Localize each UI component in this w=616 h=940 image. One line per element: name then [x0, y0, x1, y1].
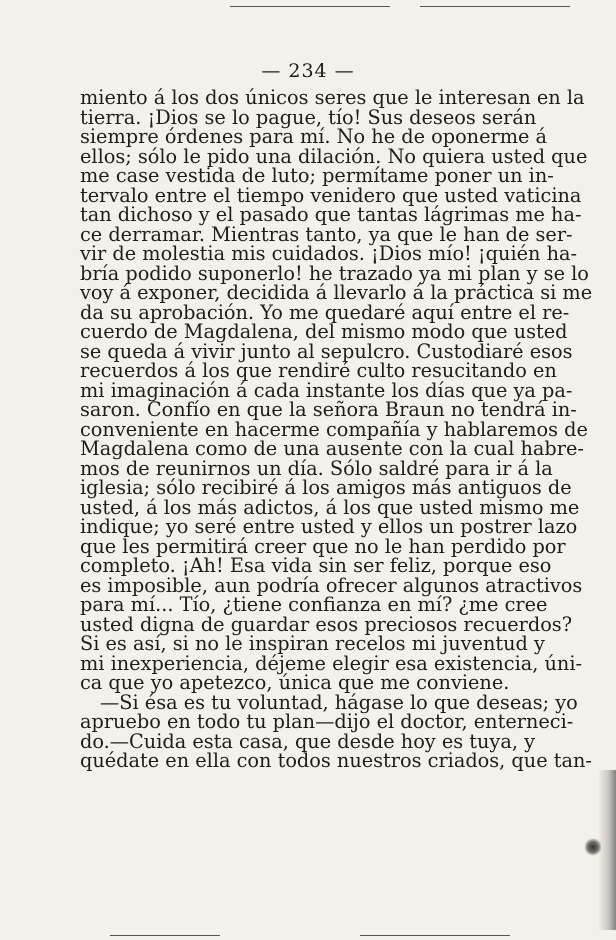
text-line: bría podido suponerlo! he trazado ya mi plan y se lo	[80, 261, 589, 285]
text-line: quédate en ella con todos nuestros criados, que tan-	[80, 749, 592, 772]
text-line: voy á exponer, decidida á llevarlo á la práctica si me	[80, 281, 593, 304]
text-line: indique; yo seré entre usted y ellos un postrer lazo	[80, 515, 578, 538]
text-line: que les permitirá creer que no le han perdido por	[80, 534, 566, 558]
text-line: siempre órdenes para mí. No he de oponerme á	[80, 125, 548, 148]
text-line: usted, á los más adictos, á los que usted mismo me	[80, 495, 580, 519]
text-line: completo. ¡Ah! Esa vida sin ser feliz, porque eso	[80, 554, 552, 577]
text-line: es imposible, aun podría ofrecer algunos atractivos	[80, 573, 583, 597]
text-line: mos de reunirnos un día. Sólo saldré para ir á la	[80, 456, 553, 480]
text-line: para mí... Tío, ¿tiene confianza en mí? ¿me cree	[80, 593, 548, 616]
text-line: usted digna de guardar esos preciosos recuerdos?	[80, 612, 573, 636]
text-line: ce derramar. Mientras tanto, ya que le han de ser-	[80, 222, 573, 246]
body-text	[80, 86, 593, 772]
bottom-rule-left	[110, 935, 220, 936]
text-line: miento á los dos únicos seres que le interesan en la	[80, 86, 585, 109]
text-line: vir de molestia mis cuidados. ¡Dios mío! ¡quién ha-	[80, 242, 577, 265]
text-line: do.—Cuida esta casa, que desde hoy es tuya, y	[80, 729, 535, 753]
text-line: cuerdo de Magdalena, del mismo modo que usted	[80, 320, 568, 343]
text-line: saron. Confío en que la señora Braun no tendrá in-	[80, 398, 577, 421]
page-number-header: — 234 —	[261, 60, 355, 82]
text-line: mi imaginación á cada instante los días que ya pa-	[80, 378, 573, 402]
text-line: da su aprobación. Yo me quedaré aquí entre el re-	[80, 300, 570, 324]
text-line: se queda á vivir junto al sepulcro. Custodiaré esos	[80, 339, 573, 363]
text-line: Si es así, si no le inspiran recelos mi juventud y	[80, 632, 545, 655]
top-rule-right	[420, 6, 570, 7]
text-line: mi inexperiencia, déjeme elegir esa existencia, úni-	[80, 651, 583, 675]
ink-smudge	[585, 838, 601, 856]
text-line: ellos; sólo le pido una dilación. No quiera usted que	[80, 144, 588, 168]
text-line: ca que yo apetezco, única que me conviene.	[80, 671, 510, 694]
text-line: —Si ésa es tu voluntad, hágase lo que deseas; yo	[100, 690, 578, 714]
top-rule	[230, 6, 390, 7]
text-line: Magdalena como de una ausente con la cual habre-	[80, 437, 584, 460]
text-line: me case vestida de luto; permítame poner un in-	[80, 164, 554, 187]
text-line: iglesia; sólo recibiré á los amigos más antiguos de	[80, 476, 572, 499]
text-line: apruebo en todo tu plan—dijo el doctor, enterneci-	[80, 710, 574, 733]
text-line: tan dichoso y el pasado que tantas lágrimas me ha-	[80, 203, 582, 226]
text-line: tervalo entre el tiempo venidero que usted vaticina	[80, 183, 582, 207]
bottom-rule-right	[360, 935, 510, 936]
text-line: tierra. ¡Dios se lo pague, tío! Sus deseos serán	[80, 105, 537, 129]
text-line: conveniente en hacerme compañía y hablaremos de	[80, 417, 588, 441]
text-line: recuerdos á los que rendiré culto resucitando en	[80, 359, 557, 382]
